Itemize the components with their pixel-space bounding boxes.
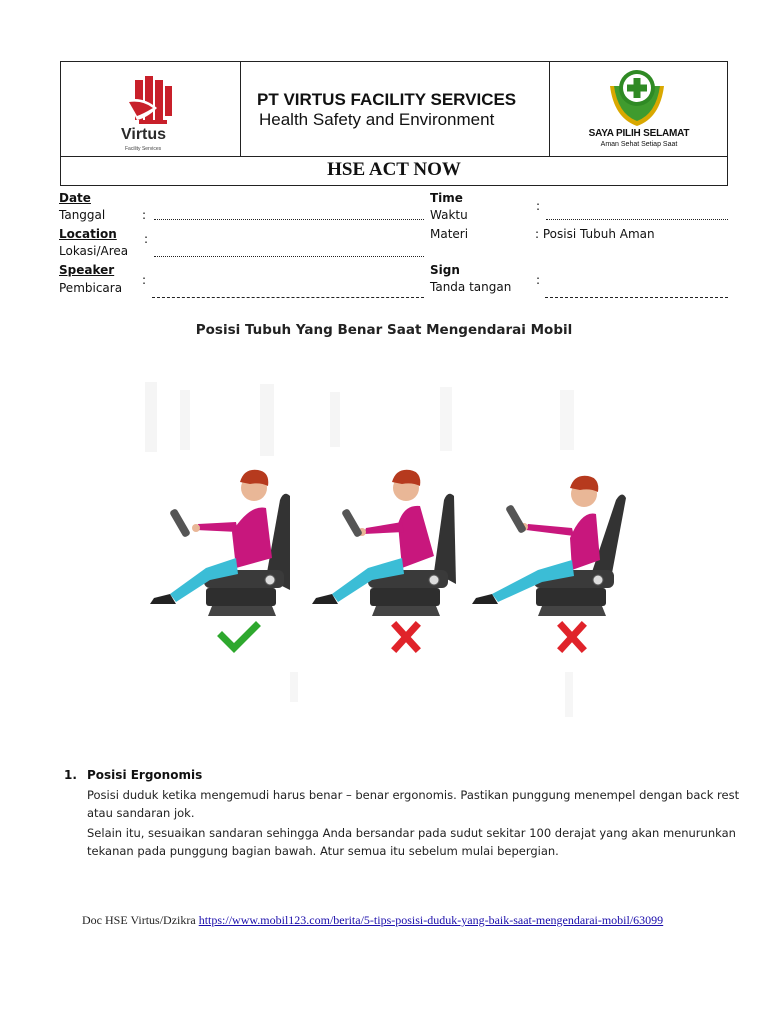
section-number: 1. [64,768,77,782]
sign-field[interactable] [545,297,728,298]
virtus-logo [113,74,189,156]
virtus-logo-cell [61,62,241,157]
doc-title-row [61,157,727,185]
safety-badge-cell [549,62,727,157]
time-colon: : [536,199,541,213]
check-icon [222,626,256,648]
sign-sublabel: Tanda tangan [430,280,512,294]
safety-badge-icon [606,66,668,128]
company-name: PT VIRTUS FACILITY SERVICES [257,90,517,109]
footer-source [82,913,682,928]
document-header [60,61,728,186]
materi-label: Materi [430,227,469,241]
location-sublabel: Lokasi/Area [59,244,129,258]
paragraph-2-line-2: tekanan pada punggung bagian bawah. Atur semua itu sebelum mulai bepergian. [87,844,559,858]
driving-posture-illustration [140,372,630,732]
source-link[interactable]: https://www.mobil123.com/berita/5-tips-posisi-duduk-yang-baik-saat-mengendarai-mobil/63099 [198,913,664,927]
cross-icon [562,626,582,648]
time-field[interactable] [546,219,728,220]
header-row [61,62,727,157]
badge-slogan: SAYA PILIH SELAMAT [588,128,690,139]
doc-title: HSE ACT NOW [327,159,461,180]
department-name: Health Safety and Environment [259,110,495,129]
date-label: Date [59,191,91,205]
paragraph-1-line-2: atau sandaran jok. [87,806,195,820]
page-title: Posisi Tubuh Yang Benar Saat Mengendarai Mobil [195,322,573,338]
date-colon: : [142,208,147,222]
paragraph-2-line-1: Selain itu, sesuaikan sandaran sehingga Anda bersandar pada sudut sekitar 100 derajat yang akan menurunkan [87,826,736,840]
location-label: Location [59,227,117,241]
posture-correct-figure [150,470,290,616]
cross-icon [396,626,416,648]
date-sublabel: Tanggal [59,208,106,222]
time-label: Time [430,191,463,205]
speaker-colon: : [142,273,147,287]
speaker-label: Speaker [59,263,115,277]
speaker-sublabel: Pembicara [59,281,123,295]
watermark-marks [145,382,574,717]
footer-prefix: Doc HSE Virtus/Dzikra [82,913,199,927]
sign-label: Sign [430,263,460,277]
materi-value: : Posisi Tubuh Aman [535,227,655,241]
badge-tagline: Aman Sehat Setiap Saat [600,141,678,148]
time-sublabel: Waktu [430,208,468,222]
virtus-logo-wordmark: Virtus [121,126,167,143]
virtus-logo-subtitle: Facility Services [125,146,162,152]
sign-colon: : [536,273,541,287]
location-colon: : [144,232,149,246]
virtus-logo-icon [113,74,189,130]
speaker-field[interactable] [152,297,424,298]
posture-wrong-figure-1 [312,470,456,616]
posture-wrong-figure-2 [472,476,626,616]
location-field[interactable] [154,256,424,257]
paragraph-1-line-1: Posisi duduk ketika mengemudi harus benar – benar ergonomis. Pastikan punggung menempel dengan back rest [87,788,740,802]
section-title: Posisi Ergonomis [87,768,203,782]
date-field[interactable] [154,219,424,220]
